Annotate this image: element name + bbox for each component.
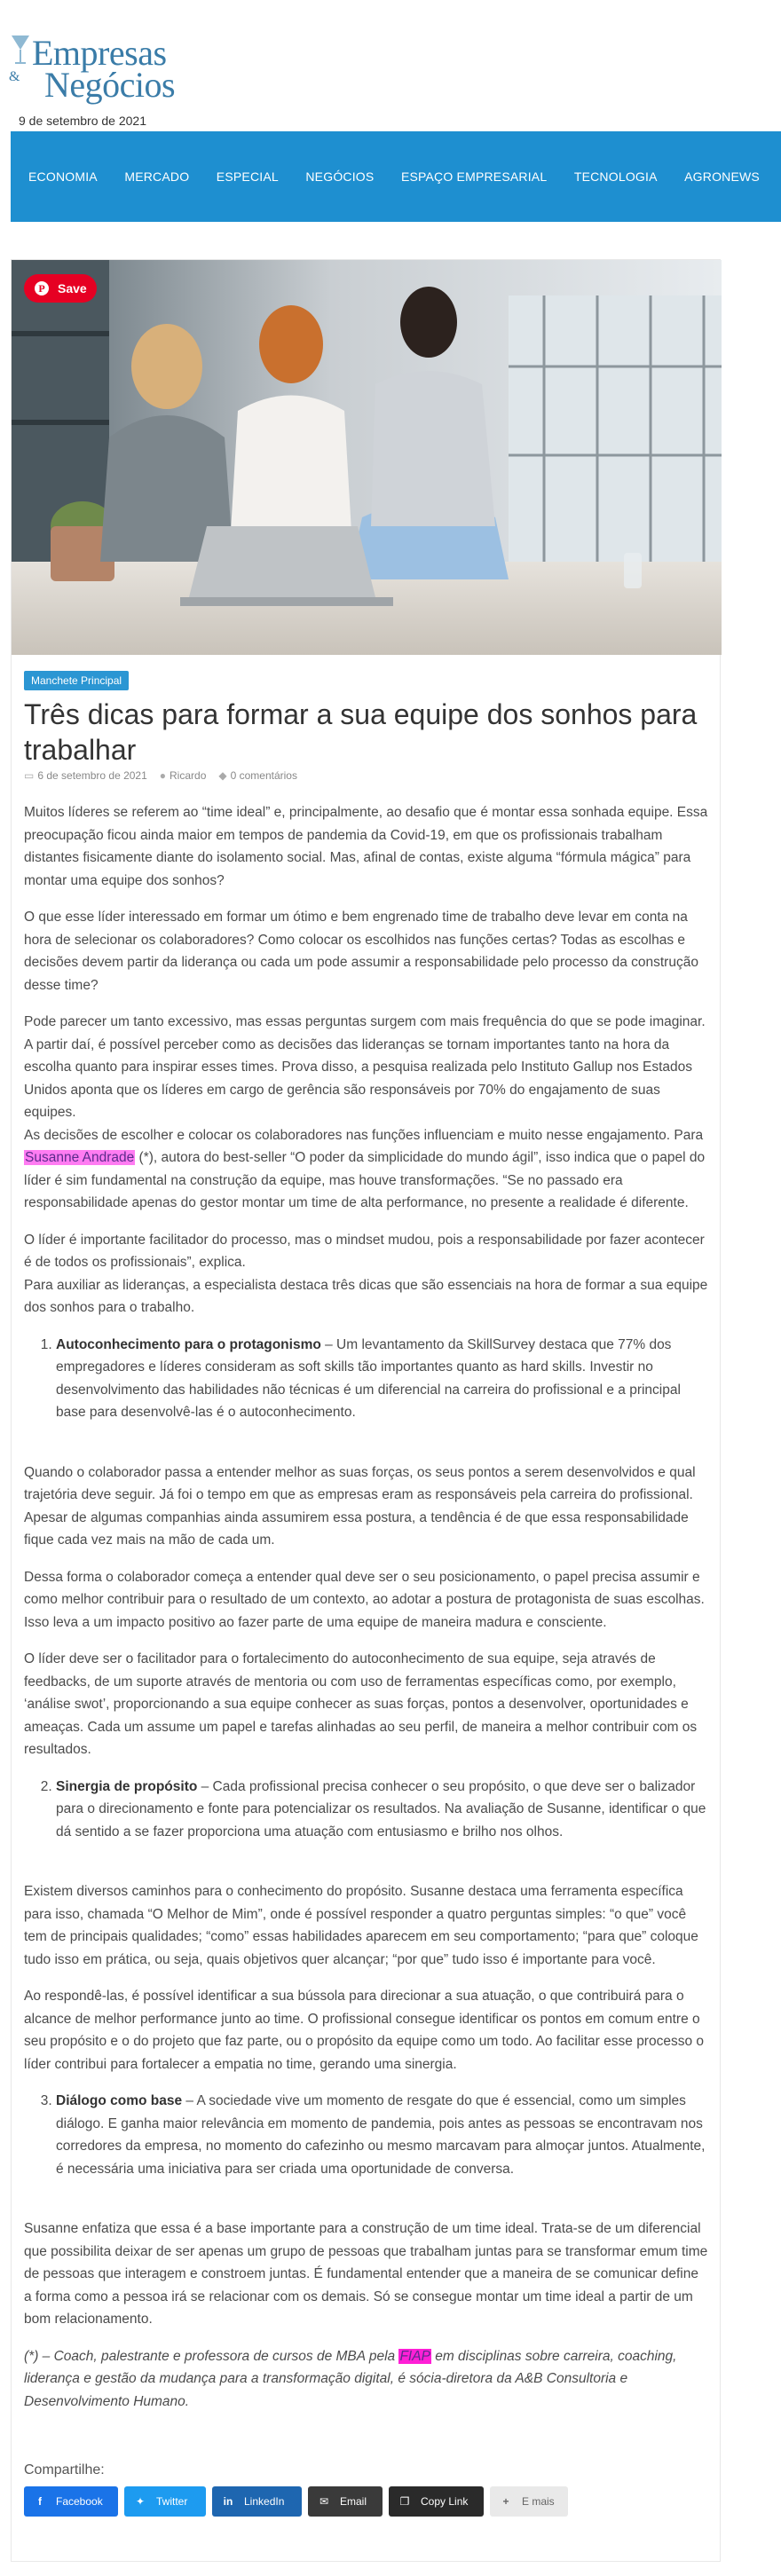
list-item-title: Autoconhecimento para o protagonismo: [56, 1336, 321, 1352]
copy-link-button[interactable]: [389, 2486, 484, 2517]
user-icon: ●: [159, 769, 167, 782]
list-item-title: Sinergia de propósito: [56, 1778, 198, 1794]
list-item-text: – A sociedade vive um momento de resgate do que é essencial, como um simples diálogo. E ganha maior relevância em momento de pandemia, pois antes as pessoas se encontravam nos corredores da empresa, no momento do cafezinho ou mesmo marcavam para almoçar juntos. Atualmente, é necessária uma iniciativa para ser criada uma oportunidade de conversa.: [56, 2093, 706, 2177]
site-logo[interactable]: [9, 25, 222, 105]
meta-date-text: 6 de setembro de 2021: [37, 769, 147, 782]
facebook-icon: f: [38, 2495, 42, 2508]
nav-item-espaco-empresarial[interactable]: ESPAÇO EMPRESARIAL: [400, 169, 548, 184]
copy-link-label: Copy Link: [421, 2495, 469, 2508]
copy-icon: ❐: [399, 2495, 410, 2508]
list-item-title: Diálogo como base: [56, 2093, 183, 2108]
hero-image: [12, 260, 722, 655]
paragraph: Dessa forma o colaborador começa a entender qual deve ser o seu posicionamento, o papel precisa assumir e como melhor contribuir para o resultado de um contexto, ao adotar a postura de protagonista de suas escolhas. Isso leva a um impacto positivo ao fazer parte de uma equipe de maneira madura e consciente.: [24, 1569, 705, 1630]
tips-list-1: [56, 1334, 709, 1424]
hero-photo-illustration: [12, 260, 722, 655]
share-more-label: E mais: [522, 2495, 555, 2508]
article-body: [24, 801, 709, 2427]
logo-text-empresas: Empresas: [32, 33, 167, 73]
calendar-icon: ▭: [24, 769, 35, 782]
share-buttons: [24, 2486, 568, 2517]
highlighted-fiap: FIAP: [399, 2348, 430, 2364]
paragraph: Ao respondê-las, é possível identificar a sua bússola para direcionar a sua atuação, o que contribuirá para o alcance de melhor performance junto ao time. O profissional consegue identificar os pontos em comum entre o seu propósito e o do projeto que faz parte, ou o propósito da equipe como um todo. Ao facilitar esse processo o líder contribui para fortalecer a empatia no time, gerando uma sinergia.: [24, 1989, 705, 2072]
article-meta: [24, 769, 297, 782]
nav-item-tecnologia[interactable]: TECNOLOGIA: [573, 169, 658, 184]
share-email-label: Email: [340, 2495, 367, 2508]
linkedin-icon: in: [223, 2495, 233, 2508]
tips-list-2: [56, 1776, 709, 1844]
note-text: (*) – Coach, palestrante e professora de cursos de MBA pela: [24, 2348, 399, 2364]
share-twitter-label: Twitter: [156, 2495, 188, 2508]
meta-date[interactable]: [24, 769, 147, 782]
paragraph: O que esse líder interessado em formar um ótimo e bem engrenado time de trabalho deve levar em conta na hora de selecionar os colaboradores? Como colocar os escolhidos nas funções certas? Todas as escolhas e decisões devem partir da liderança ou cada um pode assumir a responsabilidade pelo processo da construção desse time?: [24, 910, 698, 993]
nav-item-mercado[interactable]: MERCADO: [124, 169, 190, 184]
nav-item-negocios[interactable]: NEGÓCIOS: [305, 169, 375, 184]
twitter-icon: ✦: [135, 2495, 146, 2508]
logo-text-negocios: Negócios: [44, 65, 176, 105]
article-title: Três dicas para formar a sua equipe dos sonhos para trabalhar: [24, 698, 698, 766]
main-nav: [11, 131, 781, 222]
highlighted-name: Susanne Andrade: [25, 1150, 135, 1165]
nav-item-especial[interactable]: ESPECIAL: [216, 169, 279, 184]
logo-ampersand: &: [9, 69, 20, 84]
pinterest-icon: P: [35, 281, 49, 295]
email-icon: ✉: [319, 2495, 329, 2508]
meta-comments[interactable]: [218, 769, 297, 782]
meta-comments-text: 0 comentários: [230, 769, 297, 782]
paragraph: Para auxiliar as lideranças, a especialista destaca três dicas que são essenciais na hora de formar a sua equipe dos sonhos para o trabalho.: [24, 1277, 708, 1315]
plus-icon: +: [502, 2495, 509, 2508]
share-linkedin-label: LinkedIn: [244, 2495, 285, 2508]
share-linkedin-button[interactable]: [212, 2486, 302, 2517]
wine-glass-icon: [9, 34, 32, 69]
author-note: [24, 2345, 709, 2414]
share-label: Compartilhe:: [24, 2462, 105, 2478]
list-item: [56, 1776, 709, 1844]
list-item: [56, 2090, 709, 2180]
share-twitter-button[interactable]: [124, 2486, 206, 2517]
share-email-button[interactable]: [308, 2486, 383, 2517]
paragraph: Susanne enfatiza que essa é a base importante para a construção de um time ideal. Trata-se de um diferencial que possibilita deixar de ser apenas um grupo de pessoas que trabalham juntas para se transformar emum time de pessoas que interagem e constroem juntas. É fundamental entender que a maneira de se comunicar define a forma como a pessoa irá se relacionar com os demais. Só se consegue montar um time ideal a partir de um bom relacionamento.: [24, 2221, 708, 2327]
paragraph: Muitos líderes se referem ao “time ideal” e, principalmente, ao desafio que é montar essa sonhada equipe. Essa preocupação ficou ainda maior em tempos de pandemia da Covid-19, em que os profissionais trabalham distantes fisicamente diante do isolamento social. Mas, afinal de contas, existe alguma “fórmula mágica” para montar uma equipe dos sonhos?: [24, 805, 708, 888]
share-facebook-button[interactable]: [24, 2486, 118, 2517]
note-text: em disciplinas sobre carreira, coaching, liderança e gestão da mudança para a transformação digital, é sócia-diretora da A&B Consultoria e Desenvolvimento Humano.: [24, 2348, 677, 2409]
meta-author-text: Ricardo: [170, 769, 207, 782]
paragraph: O líder é importante facilitador do processo, mas o mindset mudou, pois a responsabilidade por fazer acontecer é de todos os profissionais”, explica.: [24, 1232, 705, 1270]
pinterest-save-button[interactable]: [24, 274, 97, 303]
header-date: 9 de setembro de 2021: [19, 114, 146, 128]
paragraph: [24, 1124, 709, 1215]
article-card: [11, 259, 721, 2562]
paragraph: Pode parecer um tanto excessivo, mas essas perguntas surgem com mais frequência do que se pode imaginar. A partir daí, é possível perceber como as decisões das lideranças se tornam importantes tanto na hora da escolha quanto para inspirar esses times. Prova disso, a pesquisa realizada pelo Instituto Gallup nos Estados Unidos aponta que os líderes em cargo de gerência são responsáveis por 70% do engajamento de suas equipes.: [24, 1014, 706, 1120]
share-facebook-label: Facebook: [56, 2495, 103, 2508]
share-more-button[interactable]: [490, 2486, 568, 2517]
paragraph: Existem diversos caminhos para o conhecimento do propósito. Susanne destaca uma ferramenta específica para isso, chamada “O Melhor de Mim”, onde é possível responder a quatro perguntas simples: “o que” você tem de principais qualidades; “como” essas habilidades aparecem em seu comportamento; “para que” coloque tudo isso em prática, ou seja, quais objetivos quer alcançar; “por que” tudo isso é importante para você.: [24, 1884, 698, 1967]
tips-list-3: [56, 2090, 709, 2180]
paragraph-text: (*), autora do best-seller “O poder da simplicidade do mundo ágil”, isso indica que o papel do líder é sim fundamental na construção da equipe, mas houve transformações. “Se no passado era responsabilidade apenas do gestor montar um time de alta performance, no presente a realidade é diferente.: [24, 1150, 706, 1210]
meta-author[interactable]: [160, 769, 207, 782]
category-badge[interactable]: Manchete Principal: [24, 671, 129, 690]
list-item: [56, 1334, 709, 1424]
nav-item-agronews[interactable]: AGRONEWS: [684, 169, 760, 184]
paragraph-text: As decisões de escolher e colocar os colaboradores nas funções influenciam e muito nesse engajamento. Para: [24, 1127, 704, 1143]
paragraph: Quando o colaborador passa a entender melhor as suas forças, os seus pontos a serem desenvolvidos e qual trajetória deve seguir. Já foi o tempo em que as empresas eram as responsáveis pela carreira do profissional. Apesar de algumas companhias ainda assumirem essa postura, a tendência é de que essa responsabilidade fique cada vez mais na mão de cada um.: [24, 1464, 696, 1548]
comment-icon: ◆: [218, 769, 227, 782]
paragraph: O líder deve ser o facilitador para o fortalecimento do autoconhecimento de sua equipe, seja através de feedbacks, de um suporte através de mentoria ou com uso de ferramentas específicas como, por exemplo, ‘análise swot’, proporcionando a sua equipe conhecer as suas forças, pontos a desenvolver, oportunidades e ameaças. Cada um assume um papel e tarefas alinhadas ao seu perfil, de maneira a melhor contribuir com os resultados.: [24, 1651, 698, 1757]
list-item-text: – Cada profissional precisa conhecer o seu propósito, o que deve ser o balizador para o direcionamento e fonte para potencializar os resultados. Na avaliação de Susanne, identificar o que dá sentido a se fazer proporciona uma atuação com entusiasmo e brilho nos olhos.: [56, 1778, 706, 1839]
nav-item-economia[interactable]: ECONOMIA: [28, 169, 98, 184]
list-item-text: – Um levantamento da SkillSurvey destaca que 77% dos empregadores e líderes consideram as soft skills tão importantes quanto as hard skills. Investir no desenvolvimento das habilidades não técnicas é um diferencial na carreira do profissional e a principal base para desenvolvê-las é o autoconhecimento.: [56, 1336, 681, 1420]
save-label: Save: [58, 281, 87, 295]
